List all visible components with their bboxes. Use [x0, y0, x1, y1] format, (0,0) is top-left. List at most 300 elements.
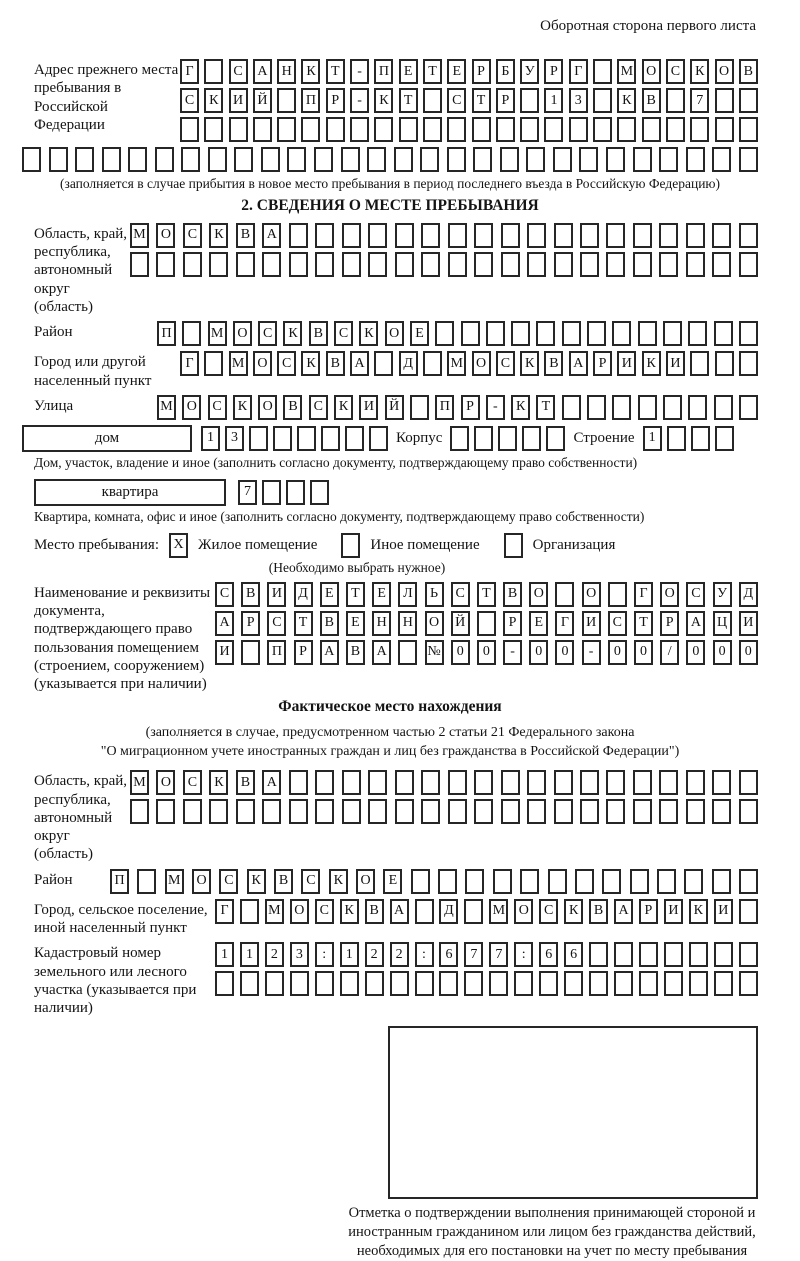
char-box[interactable]: В — [241, 582, 260, 607]
char-box[interactable] — [659, 223, 678, 248]
char-box[interactable]: Е — [447, 59, 466, 84]
char-box[interactable] — [399, 117, 418, 142]
char-box[interactable] — [739, 942, 758, 967]
char-box[interactable] — [474, 799, 493, 824]
char-box[interactable] — [664, 942, 683, 967]
char-box[interactable] — [489, 971, 508, 996]
char-box[interactable] — [447, 147, 466, 172]
char-box[interactable] — [659, 252, 678, 277]
char-box[interactable]: К — [520, 351, 539, 376]
char-box[interactable] — [739, 971, 758, 996]
char-box[interactable]: С — [183, 223, 202, 248]
char-box[interactable] — [262, 252, 281, 277]
char-box[interactable] — [464, 899, 483, 924]
char-box[interactable] — [465, 869, 484, 894]
char-box[interactable] — [575, 869, 594, 894]
char-box[interactable]: Т — [294, 611, 313, 636]
char-box[interactable]: № — [425, 640, 444, 665]
char-box[interactable] — [714, 321, 733, 346]
char-box[interactable] — [234, 147, 253, 172]
char-box[interactable] — [659, 770, 678, 795]
char-box[interactable] — [689, 971, 708, 996]
char-box[interactable]: С — [208, 395, 227, 420]
char-box[interactable]: А — [614, 899, 633, 924]
char-box[interactable] — [715, 88, 734, 113]
char-box[interactable] — [587, 321, 606, 346]
char-box[interactable]: К — [690, 59, 709, 84]
char-box[interactable]: К — [209, 770, 228, 795]
char-box[interactable] — [739, 351, 758, 376]
char-box[interactable] — [390, 971, 409, 996]
char-box[interactable] — [514, 971, 533, 996]
char-box[interactable] — [739, 117, 758, 142]
char-box[interactable] — [342, 770, 361, 795]
char-box[interactable]: Р — [461, 395, 480, 420]
char-box[interactable] — [130, 799, 149, 824]
char-box[interactable]: И — [617, 351, 636, 376]
char-box[interactable]: С — [180, 88, 199, 113]
char-box[interactable] — [633, 147, 652, 172]
char-box[interactable] — [342, 223, 361, 248]
char-box[interactable] — [501, 252, 520, 277]
char-box[interactable] — [277, 117, 296, 142]
char-box[interactable] — [539, 971, 558, 996]
char-box[interactable]: Т — [472, 88, 491, 113]
char-box[interactable] — [739, 88, 758, 113]
char-box[interactable] — [290, 971, 309, 996]
char-box[interactable]: Н — [372, 611, 391, 636]
char-box[interactable] — [715, 351, 734, 376]
char-box[interactable]: В — [236, 223, 255, 248]
char-box[interactable] — [554, 223, 573, 248]
char-box[interactable] — [395, 252, 414, 277]
char-box[interactable]: А — [390, 899, 409, 924]
char-box[interactable] — [593, 117, 612, 142]
char-box[interactable]: В — [589, 899, 608, 924]
char-box[interactable] — [289, 223, 308, 248]
char-box[interactable] — [374, 117, 393, 142]
char-box[interactable]: Р — [472, 59, 491, 84]
char-box[interactable]: К — [301, 59, 320, 84]
char-box[interactable] — [639, 942, 658, 967]
char-box[interactable]: М — [208, 321, 227, 346]
char-box[interactable] — [690, 351, 709, 376]
char-box[interactable]: Е — [372, 582, 391, 607]
char-box[interactable]: С — [608, 611, 627, 636]
char-box[interactable] — [712, 252, 731, 277]
char-box[interactable] — [156, 252, 175, 277]
char-box[interactable] — [180, 117, 199, 142]
char-box[interactable]: Е — [529, 611, 548, 636]
char-box[interactable]: А — [350, 351, 369, 376]
char-box[interactable]: Й — [385, 395, 404, 420]
char-box[interactable] — [548, 869, 567, 894]
char-box[interactable]: Т — [346, 582, 365, 607]
char-box[interactable]: К — [247, 869, 266, 894]
char-box[interactable]: Р — [660, 611, 679, 636]
char-box[interactable] — [666, 117, 685, 142]
char-box[interactable]: 0 — [686, 640, 705, 665]
char-box[interactable]: Е — [383, 869, 402, 894]
char-box[interactable]: И — [714, 899, 733, 924]
char-box[interactable] — [22, 147, 41, 172]
char-box[interactable]: М — [617, 59, 636, 84]
char-box[interactable] — [642, 117, 661, 142]
char-box[interactable]: 2 — [390, 942, 409, 967]
char-box[interactable]: М — [130, 770, 149, 795]
char-box[interactable]: М — [229, 351, 248, 376]
char-box[interactable] — [580, 223, 599, 248]
char-box[interactable]: О — [582, 582, 601, 607]
char-box[interactable]: С — [496, 351, 515, 376]
char-box[interactable] — [341, 533, 360, 558]
char-box[interactable]: 0 — [529, 640, 548, 665]
char-box[interactable]: 0 — [634, 640, 653, 665]
char-box[interactable] — [423, 117, 442, 142]
char-box[interactable]: С — [267, 611, 286, 636]
char-box[interactable] — [321, 426, 340, 451]
char-box[interactable] — [633, 799, 652, 824]
char-box[interactable]: 6 — [439, 942, 458, 967]
char-box[interactable]: 0 — [555, 640, 574, 665]
char-box[interactable] — [229, 117, 248, 142]
char-box[interactable]: И — [215, 640, 234, 665]
char-box[interactable]: О — [192, 869, 211, 894]
char-box[interactable] — [520, 869, 539, 894]
char-box[interactable] — [589, 971, 608, 996]
char-box[interactable]: Т — [634, 611, 653, 636]
char-box[interactable] — [689, 942, 708, 967]
char-box[interactable] — [368, 223, 387, 248]
char-box[interactable]: В — [642, 88, 661, 113]
char-box[interactable] — [314, 147, 333, 172]
char-box[interactable]: 1 — [643, 426, 662, 451]
char-box[interactable] — [554, 770, 573, 795]
char-box[interactable]: М — [265, 899, 284, 924]
char-box[interactable] — [448, 223, 467, 248]
char-box[interactable]: М — [157, 395, 176, 420]
char-box[interactable] — [183, 252, 202, 277]
char-box[interactable] — [501, 223, 520, 248]
char-box[interactable]: 3 — [225, 426, 244, 451]
char-box[interactable] — [714, 942, 733, 967]
char-box[interactable] — [472, 117, 491, 142]
char-box[interactable]: К — [233, 395, 252, 420]
char-box[interactable] — [420, 147, 439, 172]
char-box[interactable] — [473, 147, 492, 172]
char-box[interactable]: И — [229, 88, 248, 113]
char-box[interactable]: П — [374, 59, 393, 84]
char-box[interactable]: С — [258, 321, 277, 346]
char-box[interactable] — [438, 869, 457, 894]
char-box[interactable] — [667, 426, 686, 451]
char-box[interactable]: А — [262, 770, 281, 795]
char-box[interactable] — [562, 395, 581, 420]
char-box[interactable] — [398, 640, 417, 665]
char-box[interactable] — [209, 799, 228, 824]
char-box[interactable] — [394, 147, 413, 172]
char-box[interactable]: К — [301, 351, 320, 376]
char-box[interactable]: Т — [423, 59, 442, 84]
char-box[interactable] — [580, 799, 599, 824]
char-box[interactable] — [326, 117, 345, 142]
char-box[interactable] — [633, 770, 652, 795]
char-box[interactable]: 3 — [290, 942, 309, 967]
char-box[interactable] — [712, 799, 731, 824]
char-box[interactable] — [739, 252, 758, 277]
char-box[interactable] — [156, 799, 175, 824]
char-box[interactable] — [253, 117, 272, 142]
char-box[interactable] — [477, 611, 496, 636]
char-box[interactable] — [498, 426, 517, 451]
char-box[interactable] — [249, 426, 268, 451]
char-box[interactable]: О — [156, 223, 175, 248]
char-box[interactable] — [265, 971, 284, 996]
char-box[interactable] — [350, 117, 369, 142]
char-box[interactable]: : — [514, 942, 533, 967]
char-box[interactable]: / — [660, 640, 679, 665]
char-box[interactable]: 1 — [201, 426, 220, 451]
char-box[interactable] — [639, 971, 658, 996]
char-box[interactable] — [374, 351, 393, 376]
char-box[interactable]: О — [290, 899, 309, 924]
char-box[interactable]: А — [320, 640, 339, 665]
char-box[interactable]: М — [447, 351, 466, 376]
char-box[interactable]: Е — [399, 59, 418, 84]
char-box[interactable]: О — [715, 59, 734, 84]
char-box[interactable]: С — [447, 88, 466, 113]
char-box[interactable] — [423, 88, 442, 113]
char-box[interactable]: В — [346, 640, 365, 665]
char-box[interactable]: П — [110, 869, 129, 894]
char-box[interactable]: В — [320, 611, 339, 636]
char-box[interactable] — [739, 899, 758, 924]
char-box[interactable]: А — [569, 351, 588, 376]
char-box[interactable] — [638, 395, 657, 420]
char-box[interactable] — [587, 395, 606, 420]
char-box[interactable]: И — [582, 611, 601, 636]
char-box[interactable]: О — [472, 351, 491, 376]
char-box[interactable] — [236, 252, 255, 277]
char-box[interactable] — [315, 799, 334, 824]
char-box[interactable] — [49, 147, 68, 172]
char-box[interactable]: Г — [180, 59, 199, 84]
char-box[interactable]: С — [309, 395, 328, 420]
char-box[interactable]: : — [415, 942, 434, 967]
char-box[interactable]: О — [660, 582, 679, 607]
char-box[interactable]: 6 — [564, 942, 583, 967]
char-box[interactable] — [739, 799, 758, 824]
char-box[interactable] — [474, 770, 493, 795]
char-box[interactable]: В — [309, 321, 328, 346]
char-box[interactable] — [155, 147, 174, 172]
char-box[interactable]: Р — [544, 59, 563, 84]
char-box[interactable] — [182, 321, 201, 346]
char-box[interactable] — [739, 869, 758, 894]
char-box[interactable]: 0 — [608, 640, 627, 665]
char-box[interactable] — [340, 971, 359, 996]
char-box[interactable] — [137, 869, 156, 894]
char-box[interactable]: С — [315, 899, 334, 924]
char-box[interactable]: О — [642, 59, 661, 84]
char-box[interactable]: - — [503, 640, 522, 665]
char-box[interactable]: О — [425, 611, 444, 636]
char-box[interactable] — [395, 770, 414, 795]
char-box[interactable]: Л — [398, 582, 417, 607]
char-box[interactable]: Т — [399, 88, 418, 113]
char-box[interactable] — [663, 395, 682, 420]
char-box[interactable] — [410, 395, 429, 420]
char-box[interactable]: Е — [410, 321, 429, 346]
char-box[interactable] — [315, 252, 334, 277]
char-box[interactable]: С — [539, 899, 558, 924]
char-box[interactable]: Г — [569, 59, 588, 84]
char-box[interactable] — [435, 321, 454, 346]
char-box[interactable]: Д — [439, 899, 458, 924]
char-box[interactable] — [474, 223, 493, 248]
char-box[interactable]: Ц — [713, 611, 732, 636]
char-box[interactable]: А — [686, 611, 705, 636]
char-box[interactable] — [612, 321, 631, 346]
char-box[interactable] — [395, 223, 414, 248]
char-box[interactable]: Р — [639, 899, 658, 924]
char-box[interactable] — [289, 799, 308, 824]
char-box[interactable]: К — [374, 88, 393, 113]
char-box[interactable]: X — [169, 533, 188, 558]
char-box[interactable] — [102, 147, 121, 172]
char-box[interactable]: 7 — [464, 942, 483, 967]
char-box[interactable] — [315, 770, 334, 795]
char-box[interactable] — [686, 147, 705, 172]
char-box[interactable]: Р — [496, 88, 515, 113]
char-box[interactable]: 7 — [238, 480, 257, 505]
char-box[interactable]: Т — [536, 395, 555, 420]
char-box[interactable] — [659, 799, 678, 824]
char-box[interactable]: С — [301, 869, 320, 894]
char-box[interactable]: Г — [555, 611, 574, 636]
char-box[interactable] — [415, 899, 434, 924]
char-box[interactable]: Д — [294, 582, 313, 607]
char-box[interactable] — [691, 426, 710, 451]
char-box[interactable]: И — [739, 611, 758, 636]
char-box[interactable]: К — [359, 321, 378, 346]
char-box[interactable] — [368, 799, 387, 824]
char-box[interactable]: С — [686, 582, 705, 607]
char-box[interactable] — [614, 971, 633, 996]
char-box[interactable] — [262, 480, 281, 505]
char-box[interactable] — [686, 799, 705, 824]
char-box[interactable]: А — [253, 59, 272, 84]
char-box[interactable] — [638, 321, 657, 346]
char-box[interactable]: Р — [503, 611, 522, 636]
char-box[interactable] — [204, 59, 223, 84]
char-box[interactable]: Н — [398, 611, 417, 636]
char-box[interactable]: К — [334, 395, 353, 420]
char-box[interactable]: К — [642, 351, 661, 376]
char-box[interactable] — [421, 799, 440, 824]
char-box[interactable] — [617, 117, 636, 142]
char-box[interactable] — [593, 59, 612, 84]
char-box[interactable] — [520, 88, 539, 113]
char-box[interactable] — [504, 533, 523, 558]
char-box[interactable]: Т — [477, 582, 496, 607]
char-box[interactable] — [289, 252, 308, 277]
char-box[interactable] — [593, 88, 612, 113]
char-box[interactable] — [287, 147, 306, 172]
char-box[interactable] — [663, 321, 682, 346]
char-box[interactable]: С — [215, 582, 234, 607]
char-box[interactable]: К — [340, 899, 359, 924]
char-box[interactable]: 7 — [690, 88, 709, 113]
char-box[interactable]: А — [372, 640, 391, 665]
char-box[interactable]: Р — [294, 640, 313, 665]
char-box[interactable] — [511, 321, 530, 346]
char-box[interactable] — [75, 147, 94, 172]
char-box[interactable]: О — [156, 770, 175, 795]
char-box[interactable] — [686, 252, 705, 277]
char-box[interactable]: 2 — [365, 942, 384, 967]
char-box[interactable] — [739, 321, 758, 346]
char-box[interactable] — [496, 117, 515, 142]
char-box[interactable] — [630, 869, 649, 894]
char-box[interactable] — [415, 971, 434, 996]
char-box[interactable] — [241, 640, 260, 665]
char-box[interactable]: - — [350, 88, 369, 113]
char-box[interactable] — [526, 147, 545, 172]
char-box[interactable]: Е — [346, 611, 365, 636]
char-box[interactable] — [606, 799, 625, 824]
char-box[interactable] — [130, 252, 149, 277]
char-box[interactable]: К — [283, 321, 302, 346]
char-box[interactable]: 0 — [477, 640, 496, 665]
char-box[interactable] — [439, 971, 458, 996]
char-box[interactable]: В — [326, 351, 345, 376]
char-box[interactable] — [614, 942, 633, 967]
char-box[interactable] — [448, 770, 467, 795]
char-box[interactable] — [411, 869, 430, 894]
char-box[interactable] — [421, 770, 440, 795]
char-box[interactable]: Д — [739, 582, 758, 607]
char-box[interactable]: О — [233, 321, 252, 346]
char-box[interactable] — [657, 869, 676, 894]
char-box[interactable]: П — [157, 321, 176, 346]
char-box[interactable] — [544, 117, 563, 142]
char-box[interactable]: О — [253, 351, 272, 376]
char-box[interactable] — [633, 223, 652, 248]
char-box[interactable] — [686, 223, 705, 248]
char-box[interactable] — [715, 426, 734, 451]
char-box[interactable]: 0 — [739, 640, 758, 665]
char-box[interactable]: М — [130, 223, 149, 248]
char-box[interactable] — [204, 117, 223, 142]
char-box[interactable]: К — [329, 869, 348, 894]
char-box[interactable] — [368, 770, 387, 795]
char-box[interactable] — [553, 147, 572, 172]
char-box[interactable]: П — [301, 88, 320, 113]
char-box[interactable] — [579, 147, 598, 172]
char-box[interactable] — [554, 799, 573, 824]
char-box[interactable] — [368, 252, 387, 277]
char-box[interactable] — [664, 971, 683, 996]
char-box[interactable]: С — [183, 770, 202, 795]
char-box[interactable] — [181, 147, 200, 172]
char-box[interactable] — [262, 799, 281, 824]
char-box[interactable] — [659, 147, 678, 172]
char-box[interactable]: О — [182, 395, 201, 420]
char-box[interactable]: Р — [241, 611, 260, 636]
char-box[interactable] — [367, 147, 386, 172]
char-box[interactable] — [310, 480, 329, 505]
